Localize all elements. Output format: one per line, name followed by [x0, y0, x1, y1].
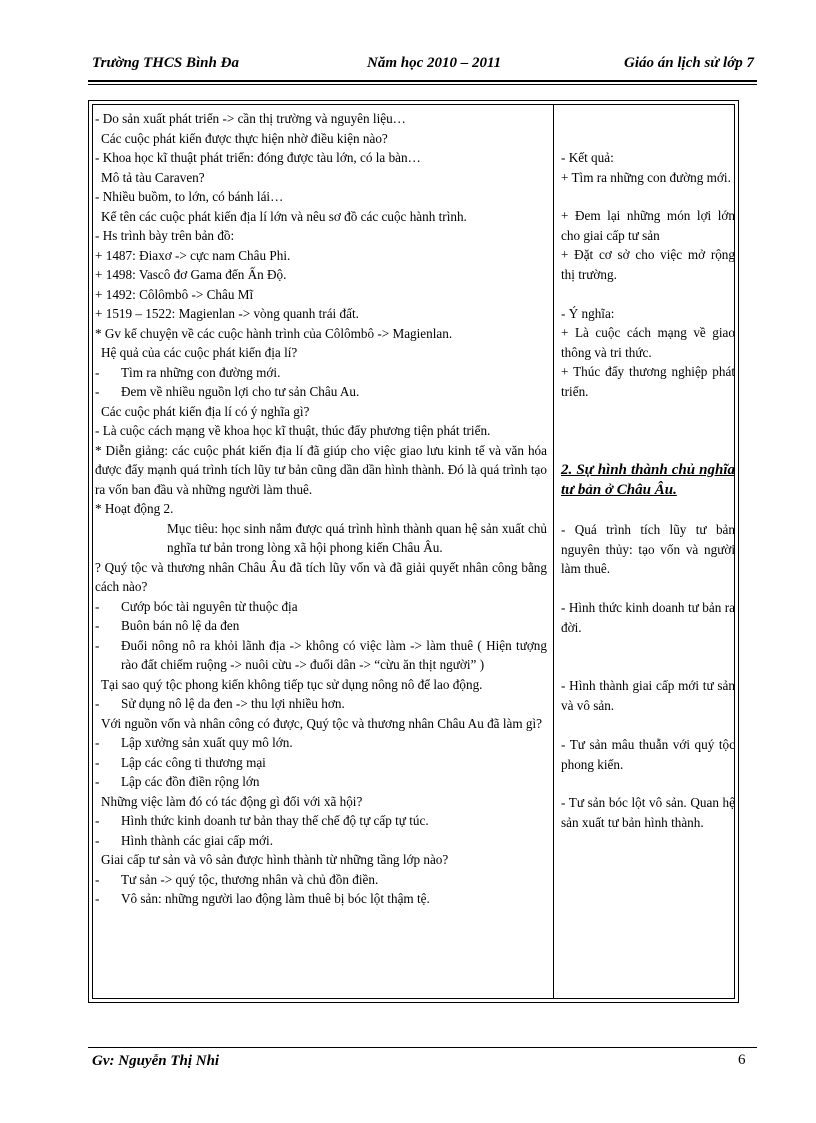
text-line: - Khoa học kĩ thuật phát triển: đóng được tàu lớn, có la bàn… [95, 150, 421, 165]
content-item: - Hình thức kinh doanh tư bản ra đời. [561, 600, 735, 635]
footer-rule [88, 1047, 757, 1048]
lesson-table [88, 100, 739, 1003]
list-item: - Đuổi nông nô ra khỏi lãnh địa -> không có việc làm -> làm thuê ( Hiện tượng rào đất chiếm ruộng -> nuôi cừu -> đuổi dân -> “cừu ăn thịt người” ) [95, 637, 547, 672]
list-item: - Hình thành các giai cấp mới. [95, 832, 273, 848]
list-item: - Đem về nhiều nguồn lợi cho tư sản Châu Au. [95, 384, 360, 399]
text-line: - Do sản xuất phát triển -> cần thị trường và nguyên liệu… [95, 111, 406, 126]
question: Hệ quả của các cuộc phát kiến địa lí? [101, 345, 298, 360]
content-item: - Tư sản bóc lột vô sản. Quan hệ sản xuất tư bản hình thành. [561, 795, 735, 830]
question: Mô tả tàu Caraven? [101, 169, 205, 185]
meaning-item: + Là cuộc cách mạng về giao thông và tri thức. [561, 325, 735, 360]
text-line: - Nhiều buồm, to lớn, có bánh lái… [95, 189, 284, 204]
voyage-item: + 1487: Điaxơ -> cực nam Châu Phi. [95, 247, 291, 263]
text-line: - Hs trình bày trên bản đồ: [95, 228, 235, 243]
list-item: - Buôn bán nô lệ da đen [95, 618, 240, 633]
result-item: + Đặt cơ sở cho việc mở rộng thị trường. [561, 247, 735, 282]
page-number: 6 [738, 1052, 746, 1068]
text-line: * Gv kể chuyện về các cuộc hành trình của Côlômbô -> Magienlan. [95, 325, 453, 341]
school-year: Năm học 2010 – 2011 [367, 55, 502, 71]
list-item: - Vô sản: những người lao động làm thuê bị bóc lột thậm tệ. [95, 891, 430, 906]
voyage-item: + 1498: Vascô đơ Gama đến Ấn Độ. [95, 267, 287, 282]
question: ? Quý tộc và thương nhân Châu Âu đã tích lũy vốn và đã giải quyết nhân công bằng cách nào? [95, 559, 547, 594]
subject-title: Giáo án lịch sử lớp 7 [624, 55, 754, 71]
question: Với nguồn vốn và nhân công có được, Quý tộc và thương nhân Châu Au đã làm gì? [101, 715, 543, 731]
meaning-item: + Thúc đẩy thương nghiệp phát triển. [561, 364, 735, 399]
question: Những việc làm đó có tác động gì đối với xã hội? [101, 793, 363, 809]
question: Tại sao quý tộc phong kiến không tiếp tục sử dụng nông nô để lao động. [101, 676, 483, 692]
school-name: Trường THCS Bình Đa [92, 55, 239, 71]
voyage-item: + 1519 – 1522: Magienlan -> vòng quanh trái đất. [95, 306, 359, 321]
list-item: - Lập xưởng sản xuất quy mô lớn. [95, 735, 293, 750]
column-divider [553, 105, 554, 998]
header-rule-thin [88, 84, 757, 85]
list-item: - Lập các công ti thương mại [95, 754, 266, 770]
list-item: - Hình thức kinh doanh tư bản thay thế chế độ tự cấp tự túc. [95, 813, 429, 828]
question: Kể tên các cuộc phát kiến địa lí lớn và nêu sơ đồ các cuộc hành trình. [101, 208, 467, 224]
list-item: - Sử dụng nô lệ da đen -> thu lợi nhiều hơn. [95, 696, 345, 711]
paragraph: * Diễn giảng: các cuộc phát kiến địa lí đã giúp cho việc giao lưu kinh tế và văn hóa được đẩy mạnh quá trình tích lũy tư bản cũng dần dần hình thành. Đó là quá trình tạo ra vốn ban đầu và những người làm thuê. [95, 442, 547, 497]
question: Giai cấp tư sản và vô sản được hình thành từ những tầng lớp nào? [101, 852, 449, 867]
content-item: - Quá trình tích lũy tư bản nguyên thủy: tạo vốn và người làm thuê. [561, 522, 735, 576]
list-item: - Cướp bóc tài nguyên từ thuộc địa [95, 598, 298, 614]
question: Các cuộc phát kiến địa lí có ý nghĩa gì? [101, 403, 310, 419]
result-item: + Tìm ra những con đường mới. [561, 170, 731, 185]
list-item: - Lập các đồn điền rộng lớn [95, 774, 260, 789]
activity-heading: * Hoạt động 2. [95, 501, 174, 516]
table-inner-border [92, 104, 735, 999]
voyage-item: + 1492: Côlômbô -> Châu Mĩ [95, 286, 254, 302]
page-header [92, 55, 754, 77]
content-item: - Tư sản mâu thuẫn với quý tộc phong kiến. [561, 737, 735, 772]
objective: Mục tiêu: học sinh nắm được quá trình hình thành quan hệ sản xuất chủ nghĩa tư bản trong lòng xã hội phong kiến Châu Âu. [167, 520, 547, 555]
question: Các cuộc phát kiến được thực hiện nhờ điều kiện nào? [101, 130, 388, 146]
text-line: - Kết quả: [561, 150, 614, 165]
header-rule [88, 80, 757, 82]
list-item: - Tư sản -> quý tộc, thương nhân và chủ đồn điền. [95, 871, 379, 887]
section-heading: 2. Sự hình thành chủ nghĩa tư bản ở Châu Âu. [561, 462, 735, 498]
teacher-name: Gv: Nguyễn Thị Nhi [92, 1053, 220, 1069]
content-item: - Hình thành giai cấp mới tư sản và vô sản. [561, 678, 735, 713]
teacher-student-activities [95, 109, 547, 909]
text-line: - Ý nghĩa: [561, 306, 615, 321]
result-item: + Đem lại những món lợi lớn cho giai cấp tư sản [561, 208, 735, 243]
paragraph: - Là cuộc cách mạng về khoa học kĩ thuật, thúc đẩy phương tiện phát triển. [95, 423, 491, 438]
list-item: - Tìm ra những con đường mới. [95, 364, 281, 380]
